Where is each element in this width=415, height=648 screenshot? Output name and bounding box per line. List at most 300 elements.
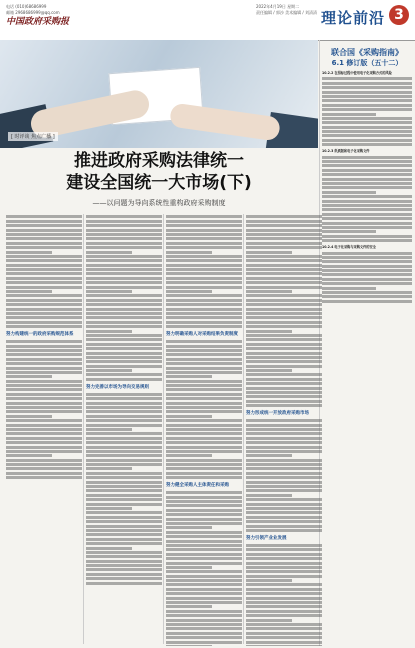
text-line	[6, 375, 52, 378]
text-line	[86, 246, 162, 249]
text-line	[166, 522, 242, 525]
text-line	[86, 365, 162, 368]
text-line	[86, 467, 132, 470]
text-line	[86, 360, 162, 363]
text-line	[86, 259, 162, 262]
paragraph	[322, 252, 412, 303]
text-line	[246, 419, 322, 422]
text-line	[6, 419, 82, 422]
text-line	[322, 104, 412, 107]
text-line	[6, 340, 82, 343]
text-line	[166, 450, 242, 453]
sidebar-section-heading: 10.2.2 在招标过程中使用电子化采购方式的风险	[322, 71, 392, 75]
text-line	[166, 303, 242, 306]
text-line	[86, 393, 162, 396]
text-line	[246, 237, 322, 240]
text-line	[246, 316, 322, 319]
text-line	[246, 450, 322, 453]
text-line	[246, 246, 322, 249]
text-line	[166, 424, 242, 427]
text-line	[166, 614, 242, 617]
text-line	[246, 544, 322, 547]
text-line	[246, 503, 322, 506]
text-line	[86, 446, 162, 449]
text-line	[246, 579, 292, 582]
paragraph	[246, 544, 322, 646]
text-line	[246, 290, 292, 293]
sidebar-subtitle: 6.1 修订版（五十二）	[331, 59, 403, 67]
text-line	[246, 562, 322, 565]
text-line	[86, 303, 162, 306]
text-line	[246, 489, 322, 492]
text-line	[166, 277, 242, 280]
text-line	[166, 410, 242, 413]
text-line	[166, 623, 242, 626]
text-line	[322, 82, 412, 85]
text-line	[86, 229, 162, 232]
text-line	[86, 432, 162, 435]
text-line	[166, 476, 242, 479]
text-line	[166, 299, 242, 302]
text-line	[6, 476, 82, 479]
text-line	[86, 419, 162, 422]
text-line	[322, 91, 412, 94]
text-line	[246, 592, 322, 595]
text-line	[322, 156, 412, 159]
text-line	[322, 235, 412, 238]
text-line	[166, 496, 242, 499]
text-line	[246, 360, 322, 363]
text-column-3	[166, 214, 242, 646]
paragraph	[322, 156, 412, 242]
text-line	[246, 251, 292, 254]
text-line	[6, 233, 82, 236]
text-line	[166, 500, 242, 503]
text-line	[246, 373, 322, 376]
text-line	[166, 229, 242, 232]
text-line	[86, 251, 132, 254]
text-line	[246, 507, 322, 510]
text-line	[166, 437, 242, 440]
text-line	[322, 230, 376, 233]
text-line	[246, 588, 322, 591]
paragraph	[6, 340, 82, 479]
text-line	[166, 215, 242, 218]
text-line	[166, 592, 242, 595]
text-line	[86, 308, 162, 311]
text-line	[6, 290, 52, 293]
image-caption: [ 时评谈 焦点广播 ]	[8, 132, 58, 141]
hand-right	[169, 102, 281, 141]
newspaper-logo: 中国政府采购报	[6, 17, 70, 27]
text-line	[86, 529, 162, 532]
text-line	[166, 632, 242, 635]
text-line	[6, 463, 82, 466]
text-line	[166, 251, 212, 254]
text-line	[246, 520, 322, 523]
paragraph	[86, 393, 162, 585]
text-line	[246, 424, 322, 427]
text-line	[86, 538, 162, 541]
text-line	[86, 472, 162, 475]
text-line	[246, 369, 292, 372]
text-line	[166, 353, 242, 356]
text-line	[6, 410, 82, 413]
text-line	[166, 281, 242, 284]
text-line	[246, 437, 322, 440]
text-line	[86, 397, 162, 400]
text-line	[246, 268, 322, 271]
text-line	[166, 345, 242, 348]
text-line	[86, 255, 162, 258]
text-line	[166, 601, 242, 604]
text-line	[322, 278, 412, 281]
text-line	[246, 446, 322, 449]
text-line	[246, 220, 322, 223]
text-line	[166, 583, 242, 586]
text-line	[6, 397, 82, 400]
text-line	[86, 373, 162, 376]
text-line	[6, 224, 82, 227]
text-line	[166, 388, 242, 391]
text-line	[166, 619, 242, 622]
text-line	[166, 419, 242, 422]
section-heading: 努力形成统一开放政府采购市场	[246, 411, 309, 417]
text-line	[166, 459, 242, 462]
text-line	[166, 575, 242, 578]
text-line	[246, 463, 322, 466]
text-line	[246, 459, 322, 462]
text-line	[166, 384, 242, 387]
text-line	[166, 610, 242, 613]
text-line	[322, 191, 376, 194]
text-line	[6, 432, 82, 435]
text-line	[6, 380, 82, 383]
text-line	[246, 352, 322, 355]
masthead	[0, 0, 415, 41]
text-line	[86, 406, 162, 409]
text-line	[6, 316, 82, 319]
text-line	[322, 195, 412, 198]
text-line	[6, 277, 82, 280]
text-line	[322, 134, 412, 137]
text-line	[246, 224, 322, 227]
text-line	[166, 588, 242, 591]
text-line	[86, 577, 162, 580]
text-line	[86, 568, 162, 571]
text-line	[6, 303, 82, 306]
text-line	[166, 454, 212, 457]
text-column-2	[86, 214, 162, 646]
masthead-right-info: 2022年4月19日 星期二 责任编辑 / 郭沙 美术编辑 / 刘清清	[256, 4, 318, 15]
text-line	[322, 169, 412, 172]
text-line	[166, 579, 242, 582]
text-line	[86, 463, 162, 466]
text-line	[86, 330, 132, 333]
text-line	[246, 583, 322, 586]
text-line	[86, 286, 162, 289]
text-line	[86, 516, 162, 519]
text-line	[166, 553, 242, 556]
text-line	[246, 303, 322, 306]
text-line	[166, 504, 242, 507]
text-line	[166, 406, 242, 409]
sidebar-section-heading: 10.2.4 电子化采购与采购文件的安全	[322, 245, 376, 250]
page-number-badge: 3	[389, 5, 409, 25]
text-line	[6, 384, 82, 387]
text-line	[6, 294, 82, 297]
text-line	[322, 95, 412, 98]
section-heading: 努力引领产业业发展	[246, 535, 287, 541]
text-line	[86, 294, 162, 297]
paragraph	[322, 77, 412, 146]
text-line	[322, 204, 412, 207]
text-line	[322, 282, 412, 285]
hero-image	[0, 40, 318, 148]
text-line	[322, 226, 412, 229]
text-line	[322, 256, 412, 259]
text-line	[322, 99, 412, 102]
text-line	[166, 415, 212, 418]
text-line	[166, 402, 242, 405]
text-line	[246, 229, 322, 232]
text-line	[246, 255, 322, 258]
text-line	[166, 645, 212, 646]
text-line	[166, 340, 242, 343]
text-line	[166, 491, 242, 494]
text-line	[246, 286, 322, 289]
text-line	[246, 325, 322, 328]
text-line	[86, 424, 162, 427]
text-line	[86, 582, 162, 585]
text-line	[86, 290, 132, 293]
section-heading: 努力完善以市场为导向交易规则	[86, 384, 149, 390]
text-line	[166, 237, 242, 240]
text-line	[166, 518, 242, 521]
paragraph	[6, 215, 82, 328]
text-line	[246, 334, 322, 337]
text-line	[6, 220, 82, 223]
text-line	[322, 252, 412, 255]
sidebar-title: 联合国《采购指南》	[331, 48, 403, 57]
text-line	[246, 404, 322, 407]
text-line	[166, 367, 242, 370]
text-line	[6, 454, 52, 457]
text-line	[322, 130, 412, 133]
text-line	[6, 312, 82, 315]
text-line	[166, 627, 242, 630]
text-line	[6, 255, 82, 258]
text-line	[6, 268, 82, 271]
text-line	[166, 446, 242, 449]
text-line	[166, 294, 242, 297]
text-line	[166, 264, 242, 267]
text-line	[246, 485, 322, 488]
text-line	[246, 557, 322, 560]
text-line	[86, 410, 162, 413]
text-line	[166, 441, 242, 444]
text-line	[246, 347, 322, 350]
text-line	[246, 242, 322, 245]
text-line	[166, 362, 242, 365]
text-line	[246, 432, 322, 435]
text-line	[246, 498, 322, 501]
text-line	[246, 645, 322, 646]
text-line	[86, 316, 162, 319]
text-line	[6, 467, 82, 470]
article-title: 推进政府采购法律统一 建设全国统一大市场(下)	[66, 151, 252, 193]
text-line	[86, 503, 162, 506]
text-line	[86, 454, 162, 457]
text-line	[166, 268, 242, 271]
text-line	[322, 295, 412, 298]
text-line	[86, 441, 162, 444]
text-line	[246, 343, 322, 346]
text-line	[6, 446, 82, 449]
text-line	[86, 498, 162, 501]
text-line	[86, 378, 162, 381]
text-line	[6, 251, 52, 254]
text-line	[246, 365, 322, 368]
text-line	[6, 459, 82, 462]
text-line	[6, 472, 82, 475]
text-line	[322, 182, 412, 185]
text-line	[6, 362, 82, 365]
text-line	[86, 343, 162, 346]
text-line	[86, 356, 162, 359]
text-line	[246, 378, 322, 381]
text-line	[166, 605, 212, 608]
text-line	[6, 242, 82, 245]
text-line	[86, 450, 162, 453]
text-line	[6, 415, 52, 418]
text-line	[6, 281, 82, 284]
sidebar-section-heading: 10.2.3 纸质版和电子化采购文件	[322, 149, 370, 154]
text-line	[166, 548, 242, 551]
text-line	[6, 308, 82, 311]
column-divider	[243, 214, 244, 644]
text-line	[322, 164, 412, 167]
text-line	[166, 321, 242, 324]
text-line	[166, 557, 242, 560]
text-line	[246, 641, 322, 644]
text-line	[246, 623, 322, 626]
text-line	[322, 126, 412, 129]
text-line	[246, 233, 322, 236]
text-line	[246, 636, 322, 639]
text-line	[86, 299, 162, 302]
text-line	[246, 627, 322, 630]
text-line	[166, 233, 242, 236]
text-line	[86, 237, 162, 240]
text-line	[86, 560, 162, 563]
text-line	[6, 286, 82, 289]
text-line	[166, 544, 242, 547]
text-line	[166, 509, 242, 512]
text-line	[246, 259, 322, 262]
text-line	[86, 321, 162, 324]
text-line	[246, 428, 322, 431]
text-line	[322, 300, 412, 303]
text-line	[86, 564, 162, 567]
text-line	[322, 186, 412, 189]
text-line	[166, 641, 242, 644]
text-line	[166, 562, 242, 565]
text-line	[166, 286, 242, 289]
text-line	[86, 312, 162, 315]
text-line	[6, 237, 82, 240]
text-line	[246, 299, 322, 302]
text-line	[166, 570, 242, 573]
section-heading: 努力明确采购人对采购结果负责制度	[166, 332, 238, 338]
text-line	[86, 542, 162, 545]
text-line	[6, 402, 82, 405]
text-line	[166, 472, 242, 475]
text-line	[322, 178, 412, 181]
text-line	[246, 548, 322, 551]
text-line	[86, 573, 162, 576]
text-line	[86, 268, 162, 271]
text-line	[246, 441, 322, 444]
text-line	[86, 220, 162, 223]
text-line	[86, 242, 162, 245]
text-line	[86, 437, 162, 440]
text-line	[86, 347, 162, 350]
text-line	[246, 570, 322, 573]
text-line	[86, 402, 162, 405]
text-line	[86, 533, 162, 536]
text-line	[246, 264, 322, 267]
text-line	[166, 526, 212, 529]
text-line	[166, 463, 242, 466]
text-line	[246, 516, 322, 519]
text-line	[322, 217, 412, 220]
text-line	[86, 459, 162, 462]
text-line	[6, 441, 82, 444]
text-line	[166, 513, 242, 516]
column-divider	[83, 214, 84, 644]
text-line	[322, 239, 412, 242]
text-line	[166, 428, 242, 431]
text-line	[6, 406, 82, 409]
text-line	[322, 213, 412, 216]
text-line	[246, 511, 322, 514]
text-line	[6, 272, 82, 275]
text-line	[166, 349, 242, 352]
text-line	[6, 450, 82, 453]
text-line	[6, 345, 82, 348]
text-line	[246, 553, 322, 556]
text-line	[166, 255, 242, 258]
text-line	[322, 143, 412, 146]
text-line	[86, 334, 162, 337]
text-line	[322, 160, 412, 163]
text-line	[6, 349, 82, 352]
text-line	[166, 535, 242, 538]
text-line	[246, 272, 322, 275]
text-line	[246, 472, 322, 475]
text-line	[86, 369, 132, 372]
text-line	[322, 121, 412, 124]
text-line	[246, 575, 322, 578]
text-line	[166, 636, 242, 639]
text-line	[6, 325, 82, 328]
text-line	[166, 397, 242, 400]
text-line	[166, 220, 242, 223]
text-line	[166, 259, 242, 262]
text-line	[86, 525, 162, 528]
text-line	[86, 547, 132, 550]
